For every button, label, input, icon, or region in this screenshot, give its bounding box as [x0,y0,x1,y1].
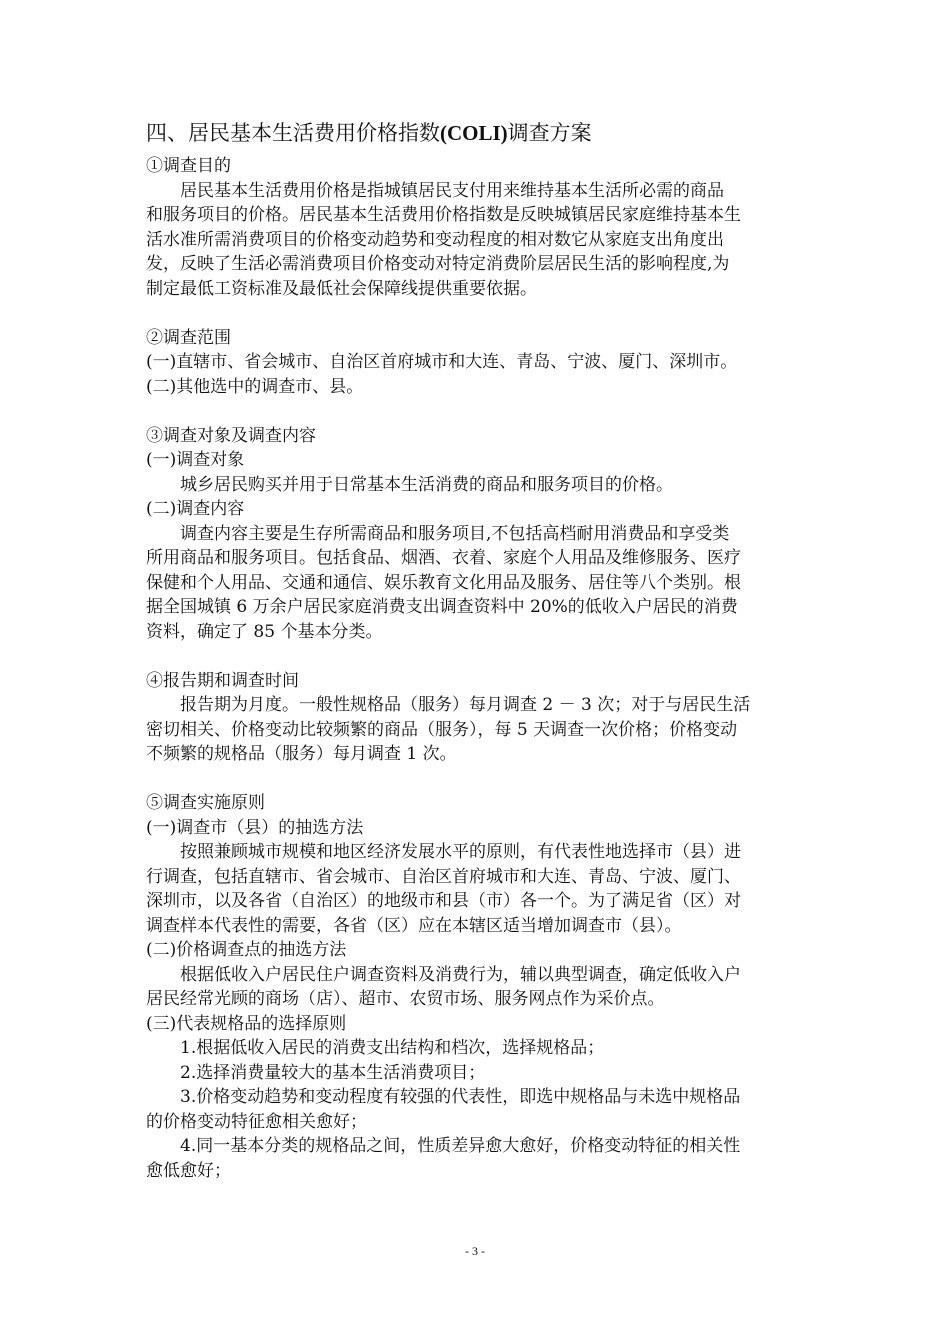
section-heading-scope: ②调查范围 [146,327,231,348]
page-title [146,118,811,148]
paragraph-line: 发，反映了生活必需消费项目价格变动对特定消费阶层居民生活的影响程度,为 [146,254,730,274]
paragraph-line: 根据低收入户居民住户调查资料及消费行为，辅以典型调查，确定低收入户 [180,964,741,985]
subheading: (三)代表规格品的选择原则 [146,1013,347,1034]
paragraph-line: 报告期为月度。一般性规格品（服务）每月调查 2 － 3 次；对于与居民生活 [180,695,751,715]
section-heading-period: ④报告期和调查时间 [146,670,299,691]
paragraph-line: 所用商品和服务项目。包括食品、烟酒、衣着、家庭个人用品及维修服务、医疗 [146,548,741,568]
spacer [146,767,811,792]
subheading: (一)调查对象 [146,450,245,470]
scope-item: (二)其他选中的调查市、县。 [146,376,364,397]
paragraph-line: 调查内容主要是生存所需商品和服务项目,不包括高档耐用消费品和享受类 [180,523,730,544]
paragraph-line: 资料，确定了 85 个基本分类。 [146,621,383,642]
paragraph-line: 居民经常光顾的商场（店）、超市、农贸市场、服务网点作为采价点。 [146,989,665,1009]
section-heading-objects: ③调查对象及调查内容 [146,425,316,446]
section-heading-principles: ⑤调查实施原则 [146,793,265,813]
paragraph-line: 行调查，包括直辖市、省会城市、自治区首府城市和大连、青岛、宁波、厦门、 [146,866,741,887]
paragraph-line: 不频繁的规格品（服务）每月调查 1 次。 [146,744,457,764]
paragraph-line: 按照兼顾城市规模和地区经济发展水平的原则，有代表性地选择市（县）进 [180,842,741,862]
page-number: - 3 - [465,1244,485,1258]
title-suffix: 调查方案 [507,121,592,145]
rule-item: 3.价格变动趋势和变动程度有较强的代表性，即选中规格品与未选中规格品 [180,1087,741,1107]
paragraph-line: 调查样本代表性的需要，各省（区）应在本辖区适当增加调查市（县）。 [146,915,682,936]
rule-item-continuation: 的价格变动特征愈相关愈好； [146,1111,367,1132]
paragraph-line: 城乡居民购买并用于日常基本生活消费的商品和服务项目的价格。 [180,474,673,495]
paragraph-line: 密切相关、价格变动比较频繁的商品（服务），每 5 天调查一次价格；价格变动 [146,719,738,740]
paragraph-line: 制定最低工资标准及最低社会保障线提供重要依据。 [146,278,537,299]
rule-item: 1.根据低收入居民的消费支出结构和档次，选择规格品； [180,1038,605,1058]
paragraph-line: 深圳市，以及各省（自治区）的地级市和县（市）各一个。为了满足省（区）对 [146,891,741,911]
paragraph-line: 居民基本生活费用价格是指城镇居民支付用来维持基本生活所必需的商品 [180,180,724,201]
rule-item: 4.同一基本分类的规格品之间，性质差异愈大愈好，价格变动特征的相关性 [180,1136,741,1156]
scope-item: (一)直辖市、省会城市、自治区首府城市和大连、青岛、宁波、厦门、深圳市。 [146,352,738,372]
document-page [146,118,811,1183]
spacer [146,644,811,669]
rule-item: 2.选择消费量较大的基本生活消费项目； [180,1062,486,1083]
paragraph-line: 活水准所需消费项目的价格变动趋势和变动程度的相对数它从家庭支出角度出 [146,229,724,250]
title-bold: (COLI) [440,121,508,145]
subheading: (二)价格调查点的抽选方法 [146,940,347,960]
paragraph-line: 和服务项目的价格。居民基本生活费用价格指数是反映城镇居民家庭维持基本生 [146,205,741,225]
rule-item-continuation: 愈低愈好； [146,1160,231,1181]
subheading: (二)调查内容 [146,499,245,519]
spacer [146,399,811,424]
spacer [146,301,811,326]
paragraph-line: 保健和个人用品、交通和通信、娱乐教育文化用品及服务、居住等八个类别。根 [146,572,741,593]
subheading: (一)调查市（县）的抽选方法 [146,817,364,838]
title-prefix: 四、居民基本生活费用价格指数 [146,121,440,145]
paragraph-line: 据全国城镇 6 万余户居民家庭消费支出调查资料中 20%的低收入户居民的消费 [146,597,738,617]
section-heading-purpose: ①调查目的 [146,156,231,176]
